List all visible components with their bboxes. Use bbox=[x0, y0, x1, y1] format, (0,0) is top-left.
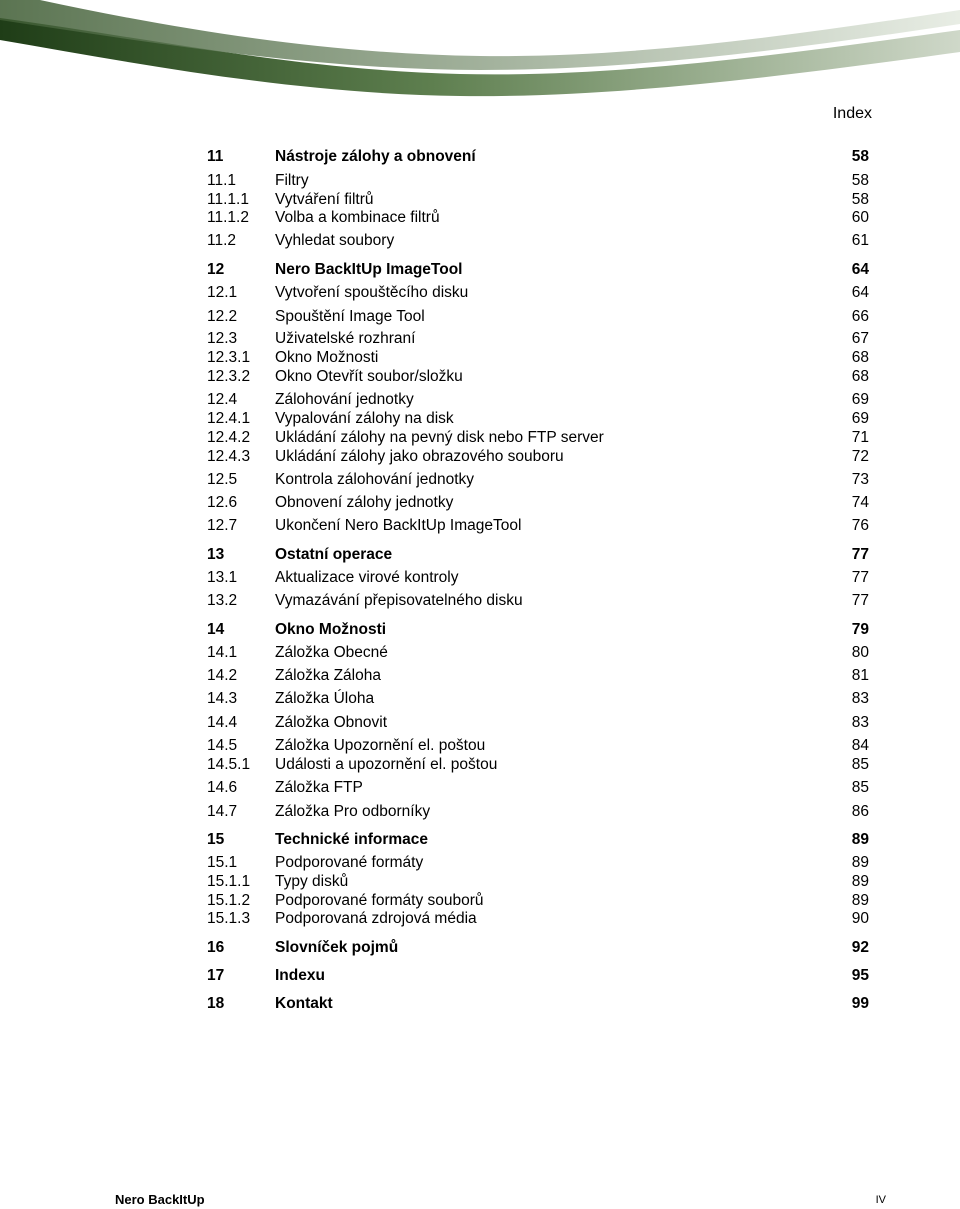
toc-entry-number: 15.1 bbox=[207, 854, 238, 871]
toc-entry-page: 68 bbox=[851, 368, 869, 385]
toc-entry-title: Filtry bbox=[275, 172, 309, 189]
toc-entry[interactable] bbox=[207, 736, 869, 756]
toc-entry-title: Volba a kombinace filtrů bbox=[275, 209, 440, 226]
toc-entry[interactable] bbox=[207, 516, 869, 536]
toc-entry-number: 12.3.2 bbox=[207, 368, 251, 385]
toc-entry-number: 11.1 bbox=[207, 172, 237, 189]
toc-entry-number: 13.1 bbox=[207, 569, 238, 586]
toc-entry-number: 15.1.1 bbox=[207, 873, 251, 890]
toc-entry-page: 76 bbox=[851, 517, 869, 534]
toc-entry-number: 12.2 bbox=[207, 308, 238, 325]
toc-entry[interactable] bbox=[207, 367, 869, 387]
toc-entry-title: Záložka FTP bbox=[275, 779, 363, 796]
toc-chapter-entry[interactable] bbox=[207, 260, 869, 280]
toc-entry-number: 12.4.3 bbox=[207, 448, 251, 465]
toc-entry-page: 99 bbox=[851, 995, 869, 1012]
toc-entry-page: 69 bbox=[851, 391, 869, 408]
toc-entry[interactable] bbox=[207, 447, 869, 467]
toc-entry-number: 12.4.2 bbox=[207, 429, 251, 446]
toc-entry-title: Uživatelské rozhraní bbox=[275, 330, 416, 347]
toc-entry-title: Spouštění Image Tool bbox=[275, 308, 425, 325]
toc-entry-page: 58 bbox=[851, 172, 869, 189]
toc-entry-page: 72 bbox=[851, 448, 869, 465]
toc-entry-page: 71 bbox=[851, 429, 869, 446]
toc-entry[interactable] bbox=[207, 409, 869, 429]
toc-entry-page: 69 bbox=[851, 410, 869, 427]
toc-entry-page: 64 bbox=[851, 284, 869, 301]
toc-entry[interactable] bbox=[207, 493, 869, 513]
toc-entry-title: Ukládání zálohy na pevný disk nebo FTP server bbox=[275, 429, 604, 446]
toc-entry-page: 64 bbox=[851, 261, 869, 278]
toc-chapter-entry[interactable] bbox=[207, 966, 869, 986]
toc-entry-title: Kontrola zálohování jednotky bbox=[275, 471, 475, 488]
toc-entry-title: Nástroje zálohy a obnovení bbox=[275, 148, 476, 165]
toc-entry[interactable] bbox=[207, 283, 869, 303]
toc-entry-number: 11.2 bbox=[207, 232, 237, 249]
toc-entry-page: 89 bbox=[851, 854, 869, 871]
toc-entry-page: 85 bbox=[851, 779, 869, 796]
toc-entry-title: Indexu bbox=[275, 967, 325, 984]
toc-entry-title: Technické informace bbox=[275, 831, 429, 848]
toc-entry-title: Záložka Úloha bbox=[275, 690, 375, 707]
toc-entry-number: 12.3.1 bbox=[207, 349, 251, 366]
toc-chapter-entry[interactable] bbox=[207, 620, 869, 640]
toc-entry[interactable] bbox=[207, 428, 869, 448]
toc-entry-number: 14.4 bbox=[207, 714, 238, 731]
toc-entry-number: 14.1 bbox=[207, 644, 238, 661]
toc-entry[interactable] bbox=[207, 872, 869, 892]
toc-entry-page: 58 bbox=[851, 191, 869, 208]
toc-entry-page: 89 bbox=[851, 831, 869, 848]
toc-entry-title: Slovníček pojmů bbox=[275, 939, 399, 956]
toc-entry-page: 86 bbox=[851, 803, 869, 820]
toc-entry-number: 14.5 bbox=[207, 737, 238, 754]
toc-entry-number: 12.4 bbox=[207, 391, 238, 408]
toc-entry-number: 13 bbox=[207, 546, 225, 563]
toc-entry-page: 67 bbox=[851, 330, 869, 347]
toc-entry-page: 84 bbox=[851, 737, 869, 754]
toc-entry-number: 11.1.2 bbox=[207, 209, 249, 226]
toc-entry-title: Ukládání zálohy jako obrazového souboru bbox=[275, 448, 564, 465]
header-swoosh-graphic bbox=[0, 0, 960, 110]
toc-entry-page: 85 bbox=[851, 756, 869, 773]
toc-entry-title: Podporované formáty souborů bbox=[275, 892, 484, 909]
toc-entry-number: 17 bbox=[207, 967, 225, 984]
toc-entry[interactable] bbox=[207, 802, 869, 822]
toc-entry[interactable] bbox=[207, 568, 869, 588]
toc-entry-title: Okno Možnosti bbox=[275, 349, 379, 366]
toc-entry-page: 83 bbox=[851, 690, 869, 707]
toc-entry-page: 61 bbox=[851, 232, 869, 249]
toc-chapter-entry[interactable] bbox=[207, 938, 869, 958]
toc-entry-title: Záložka Obnovit bbox=[275, 714, 387, 731]
toc-entry-title: Záložka Pro odborníky bbox=[275, 803, 431, 820]
toc-entry-number: 13.2 bbox=[207, 592, 238, 609]
toc-entry-title: Zálohování jednotky bbox=[275, 391, 414, 408]
toc-entry-title: Záložka Upozornění el. poštou bbox=[275, 737, 486, 754]
toc-entry-title: Vytvoření spouštěcího disku bbox=[275, 284, 469, 301]
toc-entry[interactable] bbox=[207, 307, 869, 327]
toc-entry[interactable] bbox=[207, 643, 869, 663]
toc-entry-title: Záložka Záloha bbox=[275, 667, 381, 684]
toc-entry-page: 92 bbox=[851, 939, 869, 956]
toc-entry-number: 14.6 bbox=[207, 779, 238, 796]
toc-entry-title: Vymazávání přepisovatelného disku bbox=[275, 592, 523, 609]
toc-entry-number: 15 bbox=[207, 831, 225, 848]
toc-entry-number: 14 bbox=[207, 621, 225, 638]
toc-entry-number: 12 bbox=[207, 261, 225, 278]
toc-entry-number: 14.7 bbox=[207, 803, 238, 820]
toc-entry-title: Typy disků bbox=[275, 873, 349, 890]
toc-entry-number: 16 bbox=[207, 939, 225, 956]
toc-entry-page: 77 bbox=[851, 592, 869, 609]
toc-entry-page: 95 bbox=[851, 967, 869, 984]
toc-entry-title: Okno Otevřít soubor/složku bbox=[275, 368, 463, 385]
toc-entry-page: 74 bbox=[851, 494, 869, 511]
toc-entry-number: 15.1.2 bbox=[207, 892, 251, 909]
toc-entry[interactable] bbox=[207, 778, 869, 798]
toc-entry-number: 14.2 bbox=[207, 667, 238, 684]
toc-entry-number: 12.1 bbox=[207, 284, 238, 301]
page-header-title: Index bbox=[832, 105, 872, 122]
toc-entry-page: 73 bbox=[851, 471, 869, 488]
toc-entry-title: Ostatní operace bbox=[275, 546, 393, 563]
toc-entry[interactable] bbox=[207, 666, 869, 686]
toc-entry-number: 18 bbox=[207, 995, 225, 1012]
footer-product-name: Nero BackItUp bbox=[115, 1192, 205, 1207]
toc-entry[interactable] bbox=[207, 171, 869, 191]
toc-entry[interactable] bbox=[207, 470, 869, 490]
toc-entry-page: 77 bbox=[851, 546, 869, 563]
toc-entry-page: 60 bbox=[851, 209, 869, 226]
toc-entry-title: Obnovení zálohy jednotky bbox=[275, 494, 454, 511]
toc-entry-title: Kontakt bbox=[275, 995, 333, 1012]
toc-entry-number: 11 bbox=[207, 148, 224, 165]
toc-entry[interactable] bbox=[207, 329, 869, 349]
toc-entry-title: Ukončení Nero BackItUp ImageTool bbox=[275, 517, 522, 534]
toc-entry[interactable] bbox=[207, 713, 869, 733]
toc-entry-title: Aktualizace virové kontroly bbox=[275, 569, 459, 586]
toc-entry[interactable] bbox=[207, 891, 869, 911]
toc-entry-title: Okno Možnosti bbox=[275, 621, 387, 638]
toc-entry-title: Nero BackItUp ImageTool bbox=[275, 261, 463, 278]
toc-chapter-entry[interactable] bbox=[207, 830, 869, 850]
toc-chapter-entry[interactable] bbox=[207, 545, 869, 565]
toc-entry-title: Události a upozornění el. poštou bbox=[275, 756, 498, 773]
toc-entry-number: 12.7 bbox=[207, 517, 238, 534]
toc-entry-page: 90 bbox=[851, 910, 869, 927]
toc-entry[interactable] bbox=[207, 190, 869, 210]
toc-entry-page: 89 bbox=[851, 892, 869, 909]
toc-entry-page: 81 bbox=[851, 667, 869, 684]
toc-entry[interactable] bbox=[207, 689, 869, 709]
toc-entry[interactable] bbox=[207, 909, 869, 929]
toc-entry-title: Záložka Obecné bbox=[275, 644, 388, 661]
toc-entry-page: 68 bbox=[851, 349, 869, 366]
toc-entry-page: 89 bbox=[851, 873, 869, 890]
toc-entry-page: 79 bbox=[851, 621, 869, 638]
toc-entry[interactable] bbox=[207, 591, 869, 611]
toc-entry-title: Vypalování zálohy na disk bbox=[275, 410, 454, 427]
toc-entry[interactable] bbox=[207, 390, 869, 410]
toc-entry-title: Vyhledat soubory bbox=[275, 232, 395, 249]
toc-entry-title: Podporovaná zdrojová média bbox=[275, 910, 477, 927]
toc-chapter-entry[interactable] bbox=[207, 994, 869, 1014]
toc-entry-number: 11.1.1 bbox=[207, 191, 249, 208]
footer-page-number: IV bbox=[875, 1194, 886, 1206]
toc-entry-number: 12.4.1 bbox=[207, 410, 251, 427]
toc-entry-page: 83 bbox=[851, 714, 869, 731]
toc-chapter-entry[interactable] bbox=[207, 147, 869, 167]
toc-entry[interactable] bbox=[207, 755, 869, 775]
toc-entry-number: 12.3 bbox=[207, 330, 238, 347]
toc-entry[interactable] bbox=[207, 853, 869, 873]
toc-entry-page: 77 bbox=[851, 569, 869, 586]
toc-entry-title: Vytváření filtrů bbox=[275, 191, 374, 208]
toc-entry-number: 14.3 bbox=[207, 690, 238, 707]
toc-entry-page: 80 bbox=[851, 644, 869, 661]
toc-entry-number: 12.5 bbox=[207, 471, 238, 488]
toc-entry-title: Podporované formáty bbox=[275, 854, 424, 871]
toc-entry-number: 14.5.1 bbox=[207, 756, 251, 773]
toc-entry-page: 58 bbox=[851, 148, 869, 165]
toc-entry[interactable] bbox=[207, 231, 869, 251]
toc-entry[interactable] bbox=[207, 208, 869, 228]
toc-entry-number: 15.1.3 bbox=[207, 910, 251, 927]
toc-entry-page: 66 bbox=[851, 308, 869, 325]
toc-entry-number: 12.6 bbox=[207, 494, 238, 511]
toc-entry[interactable] bbox=[207, 348, 869, 368]
